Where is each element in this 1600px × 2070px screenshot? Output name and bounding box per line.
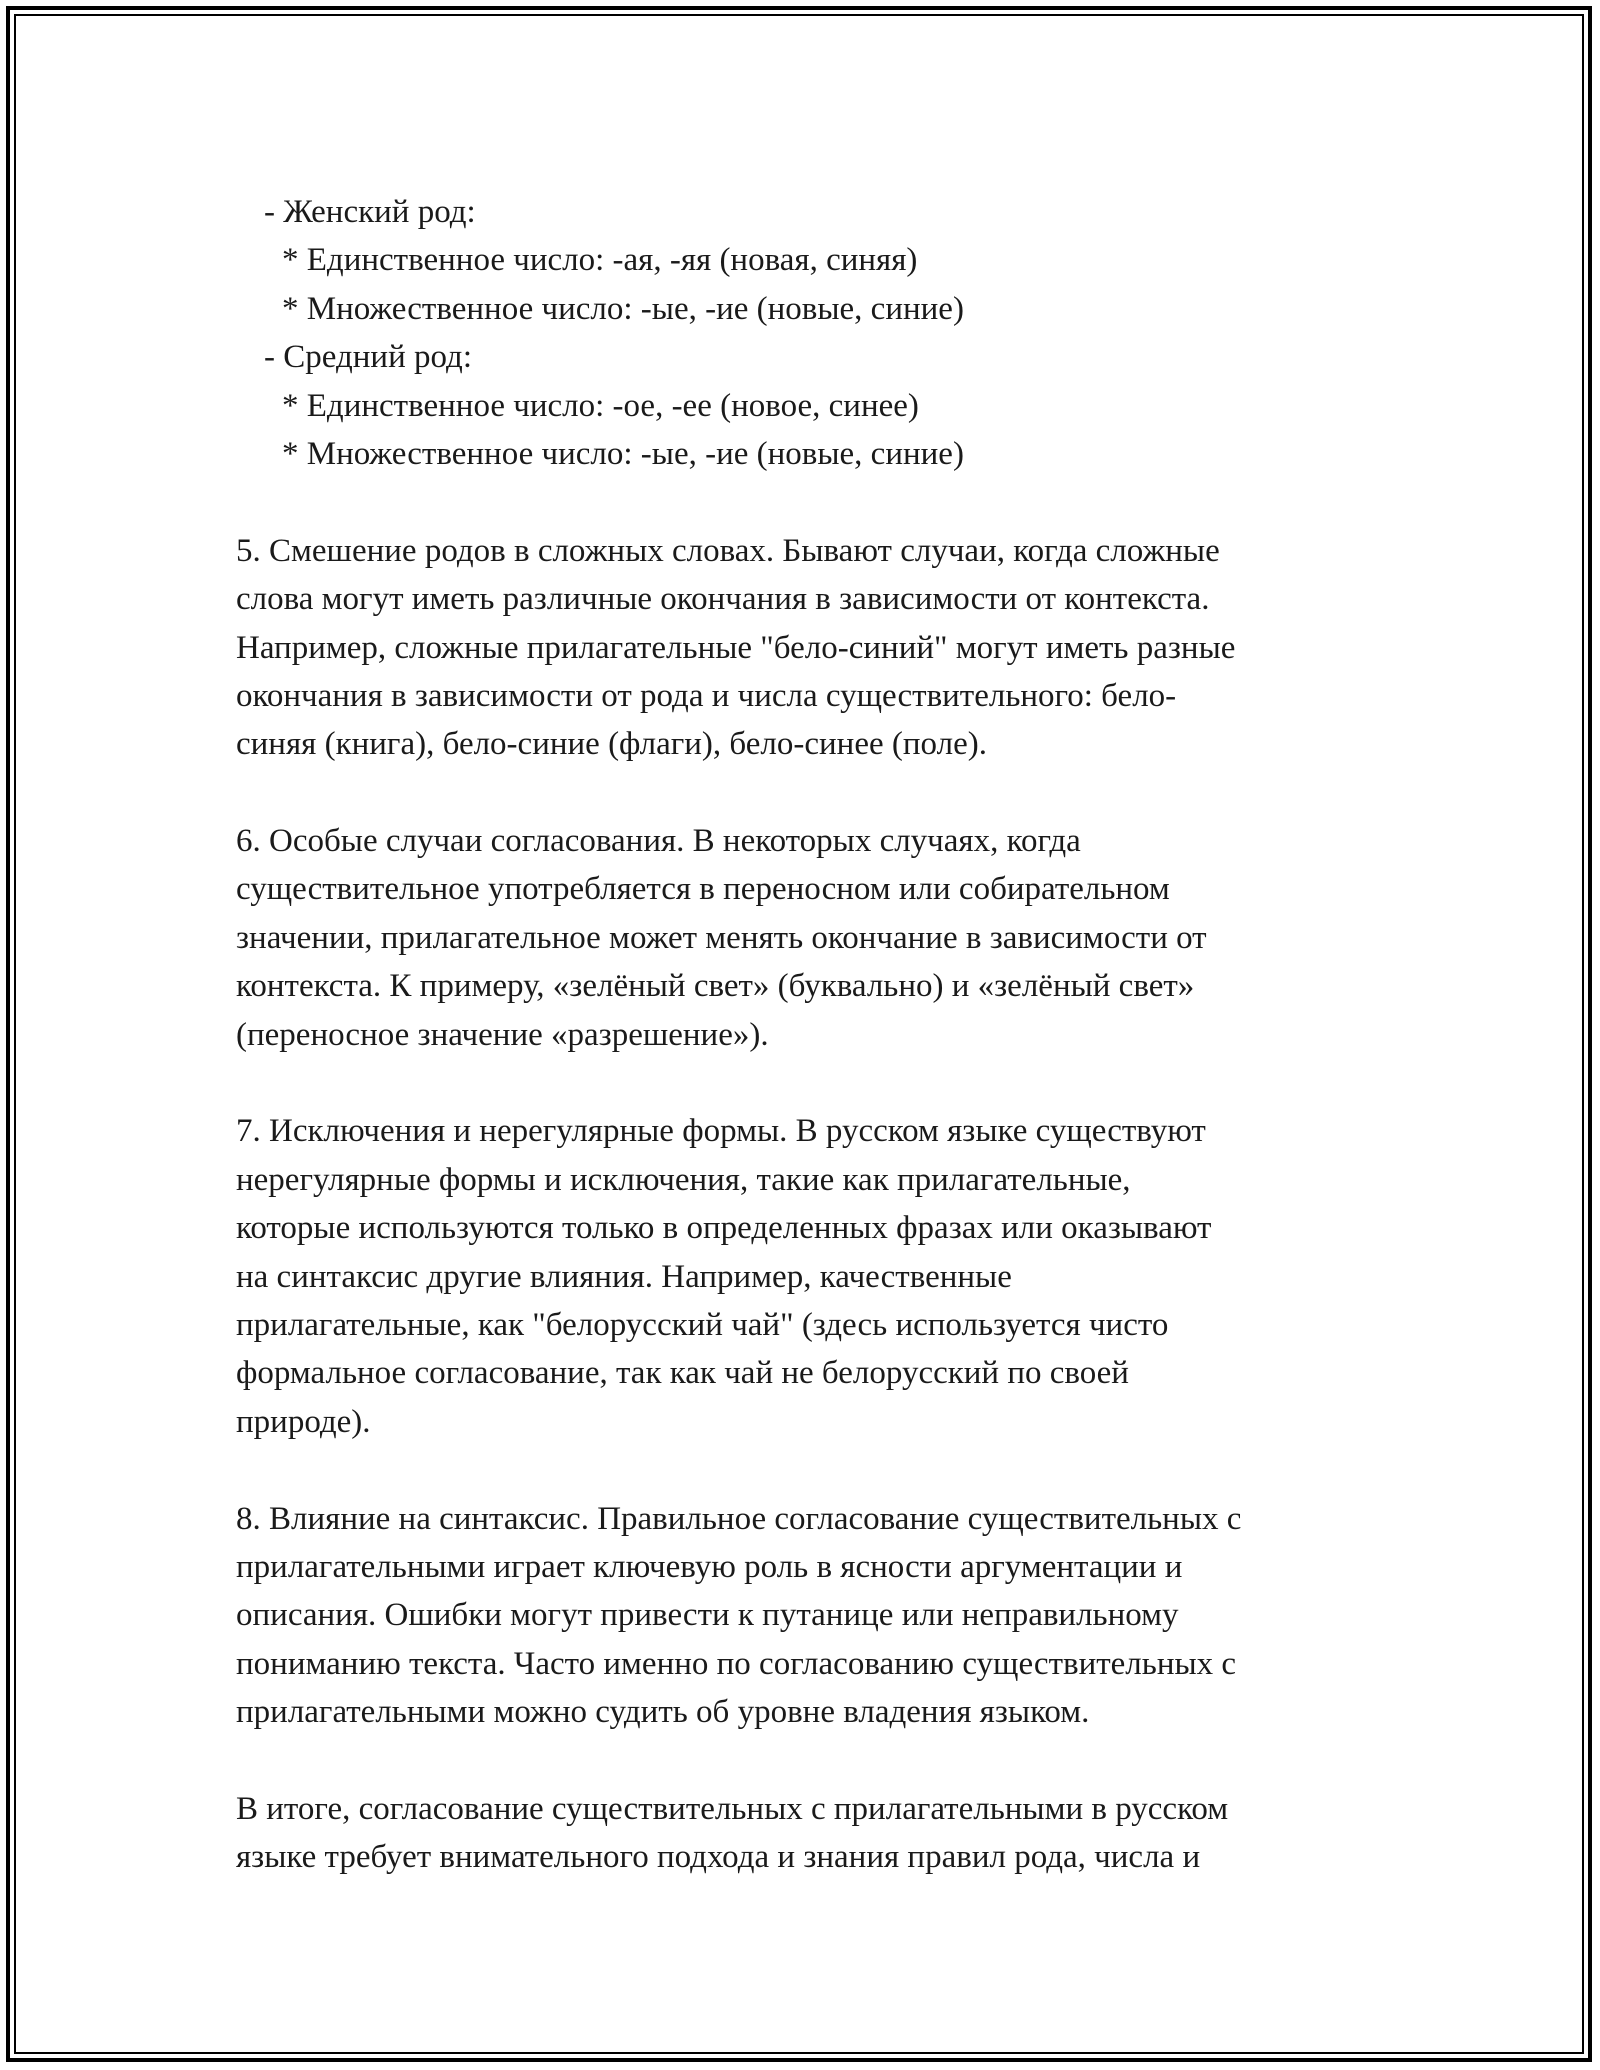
neuter-heading: - Средний род: (264, 339, 472, 376)
paragraph-line: окончания в зависимости от рода и числа существительного: бело- (236, 677, 1177, 714)
neuter-singular: * Единственное число: -ое, -ее (новое, синее) (282, 387, 919, 424)
feminine-gender-block (236, 188, 1416, 333)
paragraph-5-mixed-genders (236, 527, 1416, 769)
feminine-plural: * Множественное число: -ые, -ие (новые, синие) (282, 290, 964, 327)
paragraph-line: В итоге, согласование существительных с прилагательными в русском (236, 1790, 1229, 1827)
paragraph-6-special-cases (236, 817, 1416, 1059)
feminine-singular: * Единственное число: -ая, -яя (новая, синяя) (282, 242, 918, 279)
paragraph-line: формальное согласование, так как чай не белорусский по своей (236, 1355, 1129, 1392)
paragraph-7-exceptions (236, 1107, 1416, 1446)
paragraph-line: пониманию текста. Часто именно по согласованию существительных с (236, 1645, 1237, 1682)
paragraph-line: существительное употребляется в переносном или собирательном (236, 871, 1170, 908)
paragraph-line: прилагательными можно судить об уровне владения языком. (236, 1694, 1090, 1731)
paragraph-line: 5. Смешение родов в сложных словах. Бывают случаи, когда сложные (236, 532, 1220, 569)
paragraph-8-syntax-influence (236, 1495, 1416, 1737)
neuter-gender-block (236, 333, 1416, 478)
document-body (236, 188, 1416, 1882)
paragraph-line: Например, сложные прилагательные "бело-синий" могут иметь разные (236, 629, 1236, 666)
paragraph-line: синяя (книга), бело-синие (флаги), бело-синее (поле). (236, 726, 987, 763)
paragraph-line: языке требует внимательного подхода и знания правил рода, числа и (236, 1839, 1201, 1876)
paragraph-line: слова могут иметь различные окончания в зависимости от контекста. (236, 581, 1210, 618)
neuter-plural: * Множественное число: -ые, -ие (новые, синие) (282, 435, 964, 472)
paragraph-line: прилагательные, как "белорусский чай" (здесь используется чисто (236, 1306, 1169, 1343)
paragraph-line: на синтаксис другие влияния. Например, качественные (236, 1258, 1012, 1295)
paragraph-line: контекста. К примеру, «зелёный свет» (буквально) и «зелёный свет» (236, 968, 1195, 1005)
paragraph-line: прилагательными играет ключевую роль в ясности аргументации и (236, 1548, 1183, 1585)
paragraph-line: которые используются только в определенных фразах или оказывают (236, 1210, 1212, 1247)
paragraph-line: 6. Особые случаи согласования. В некоторых случаях, когда (236, 823, 1081, 860)
feminine-heading: - Женский род: (264, 194, 476, 230)
paragraph-line: описания. Ошибки могут привести к путанице или неправильному (236, 1597, 1179, 1634)
paragraph-line: (переносное значение «разрешение»). (236, 1016, 769, 1053)
paragraph-line: значении, прилагательное может менять окончание в зависимости от (236, 919, 1207, 956)
paragraph-line: 8. Влияние на синтаксис. Правильное согласование существительных с (236, 1500, 1242, 1537)
paragraph-line: нерегулярные формы и исключения, такие как прилагательные, (236, 1161, 1131, 1198)
paragraph-conclusion (236, 1785, 1416, 1882)
paragraph-line: природе). (236, 1403, 371, 1440)
paragraph-line: 7. Исключения и нерегулярные формы. В русском языке существуют (236, 1113, 1206, 1150)
